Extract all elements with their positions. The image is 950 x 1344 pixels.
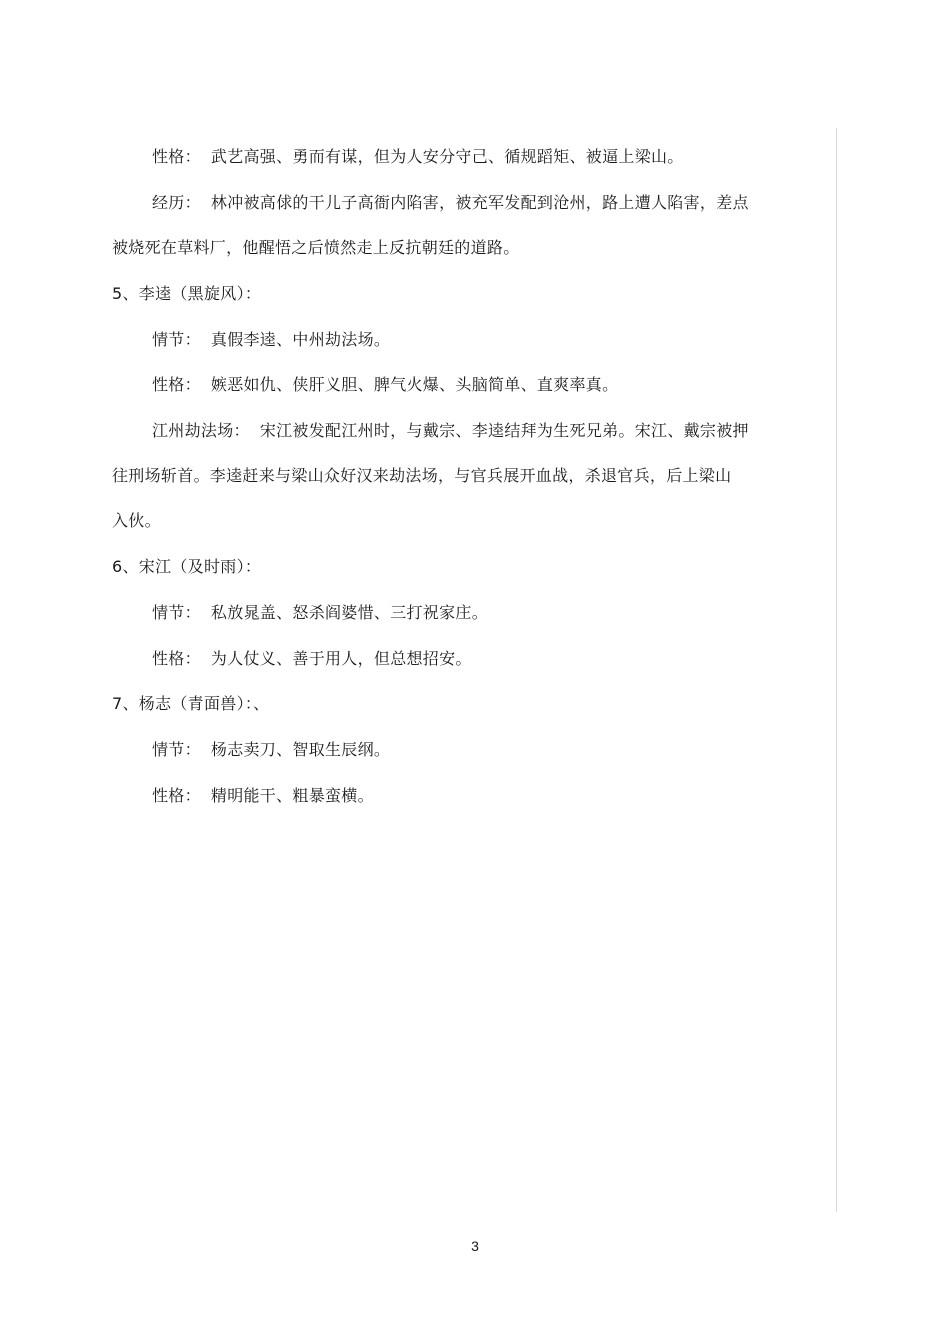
linchong-experience-line1 (152, 192, 749, 214)
jiangzhou-line3: 入伙。 (112, 511, 161, 530)
paragraph-text: 宋江被发配江州时，与戴宗、李逵结拜为生死兄弟。宋江、戴宗被押 (259, 421, 749, 440)
jiangzhou-line2: 往刑场斩首。李逵赶来与梁山众好汉来劫法场，与官兵展开血战，杀退官兵，后上梁山 (112, 466, 732, 485)
paragraph-label: 江州劫法场： (152, 421, 250, 440)
paragraph-label: 情节： (152, 330, 201, 349)
paragraph-text: 杨志卖刀、智取生辰纲。 (210, 740, 391, 759)
likui-personality (152, 374, 618, 396)
section-heading-likui: 5、李逵（黑旋风）： (112, 284, 262, 303)
linchong-personality (152, 146, 684, 168)
paragraph-text: 武艺高强、勇而有谋，但为人安分守己、循规蹈矩、被逼上梁山。 (210, 147, 684, 166)
yangzhi-plot (152, 739, 390, 761)
likui-plot (152, 329, 390, 351)
page-number: 3 (471, 1238, 479, 1254)
yangzhi-personality (152, 785, 374, 807)
songjiang-plot (152, 602, 488, 624)
jiangzhou-line1 (152, 420, 749, 442)
paragraph-text: 精明能干、粗暴蛮横。 (210, 786, 374, 805)
paragraph-text: 为人仗义、善于用人，但总想招安。 (210, 649, 472, 668)
songjiang-personality (152, 648, 472, 670)
paragraph-label: 性格： (152, 375, 201, 394)
section-heading-yangzhi: 7、杨志（青面兽）：、 (112, 694, 270, 713)
paragraph-text: 林冲被高俅的干儿子高衙内陷害，被充军发配到沧州，路上遭人陷害，差点 (210, 193, 749, 212)
paragraph-label: 情节： (152, 603, 201, 622)
linchong-experience-line2: 被烧死在草料厂，他醒悟之后愤然走上反抗朝廷的道路。 (112, 238, 520, 257)
paragraph-label: 情节： (152, 740, 201, 759)
paragraph-text: 嫉恶如仇、侠肝义胆、脾气火爆、头脑简单、直爽率真。 (210, 375, 619, 394)
paragraph-label: 性格： (152, 786, 201, 805)
paragraph-label: 性格： (152, 147, 201, 166)
paragraph-label: 性格： (152, 649, 201, 668)
margin-divider (836, 128, 837, 1212)
section-heading-songjiang: 6、宋江（及时雨）： (112, 557, 262, 576)
paragraph-text: 真假李逵、中州劫法场。 (210, 330, 391, 349)
paragraph-text: 私放晁盖、怒杀阎婆惜、三打祝家庄。 (210, 603, 489, 622)
paragraph-label: 经历： (152, 193, 201, 212)
